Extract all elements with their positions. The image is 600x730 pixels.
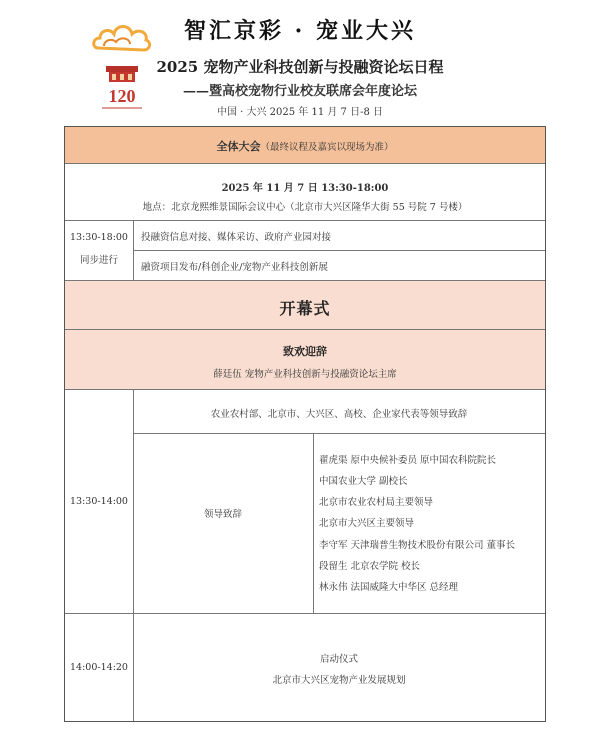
speaker-item: 中国农业大学 副校长 [319,476,408,487]
opening-title: 开幕式 [279,299,331,318]
parallel-item: 投融资信息对接、媒体采访、政府产业园对接 [141,232,332,243]
session2-time: 14:00-14:20 [70,662,128,673]
plenary-note: （最终议程及嘉宾以现场为准） [260,142,394,153]
welcome-speaker: 薛廷伍 宠物产业科技创新与投融资论坛主席 [213,369,397,380]
divider [133,433,545,434]
speaker-item: 翟虎渠 原中央候补委员 原中国农科院院长 [319,455,497,466]
parallel-label: 同步进行 [79,255,118,266]
divider [313,433,314,613]
session2-title: 启动仪式 [319,654,358,665]
divider [65,220,545,221]
divider [65,613,545,614]
session1-label: 领导致辞 [203,509,242,520]
parallel-item: 融资项目发布/科创企业/宠物产业科技创新展 [141,262,328,273]
welcome-title: 致欢迎辞 [283,345,327,358]
svg-text:120: 120 [108,86,136,106]
plenary-title-text: 全体大会 [216,140,261,153]
speaker-item: 北京市大兴区主要领导 [319,518,415,529]
opening-row [65,280,545,330]
speaker-item: 北京市农业农村局主要领导 [319,497,434,508]
place-date: 中国 · 大兴 2025 年 11 月 7 日-8 日 [216,107,384,118]
welcome-row [65,330,545,390]
parallel-time: 13:30-18:00 [70,232,128,243]
speaker-item: 林永伟 法国威隆大中华区 总经理 [319,582,459,593]
session2-subtitle: 北京市大兴区宠物产业发展规划 [272,675,406,686]
schedule-table [64,126,546,722]
speaker-item: 李守军 天津瑞普生物技术股份有限公司 董事长 [319,540,516,551]
speaker-item: 段留生 北京农学院 校长 [319,561,421,572]
page-title: 智汇京彩 · 宠业大兴 [184,18,416,44]
divider [133,250,545,251]
page-header [0,0,600,128]
plenary-location: 地点：北京龙熙维景国际会议中心（北京市大兴区隆华大街 55 号院 7 号楼） [142,202,468,213]
forum-title: 2025 宠物产业科技创新与投融资论坛日程 [156,58,444,76]
forum-subtitle: ——暨高校宠物行业校友联席会年度论坛 [182,84,417,99]
session1-time: 13:30-14:00 [70,496,128,507]
plenary-header-row [65,127,545,164]
session1-intro: 农业农村部、北京市、大兴区、高校、企业家代表等领导致辞 [210,409,468,420]
plenary-title [65,138,545,154]
plenary-datetime: 2025 年 11 月 7 日 13:30-18:00 [221,183,389,194]
